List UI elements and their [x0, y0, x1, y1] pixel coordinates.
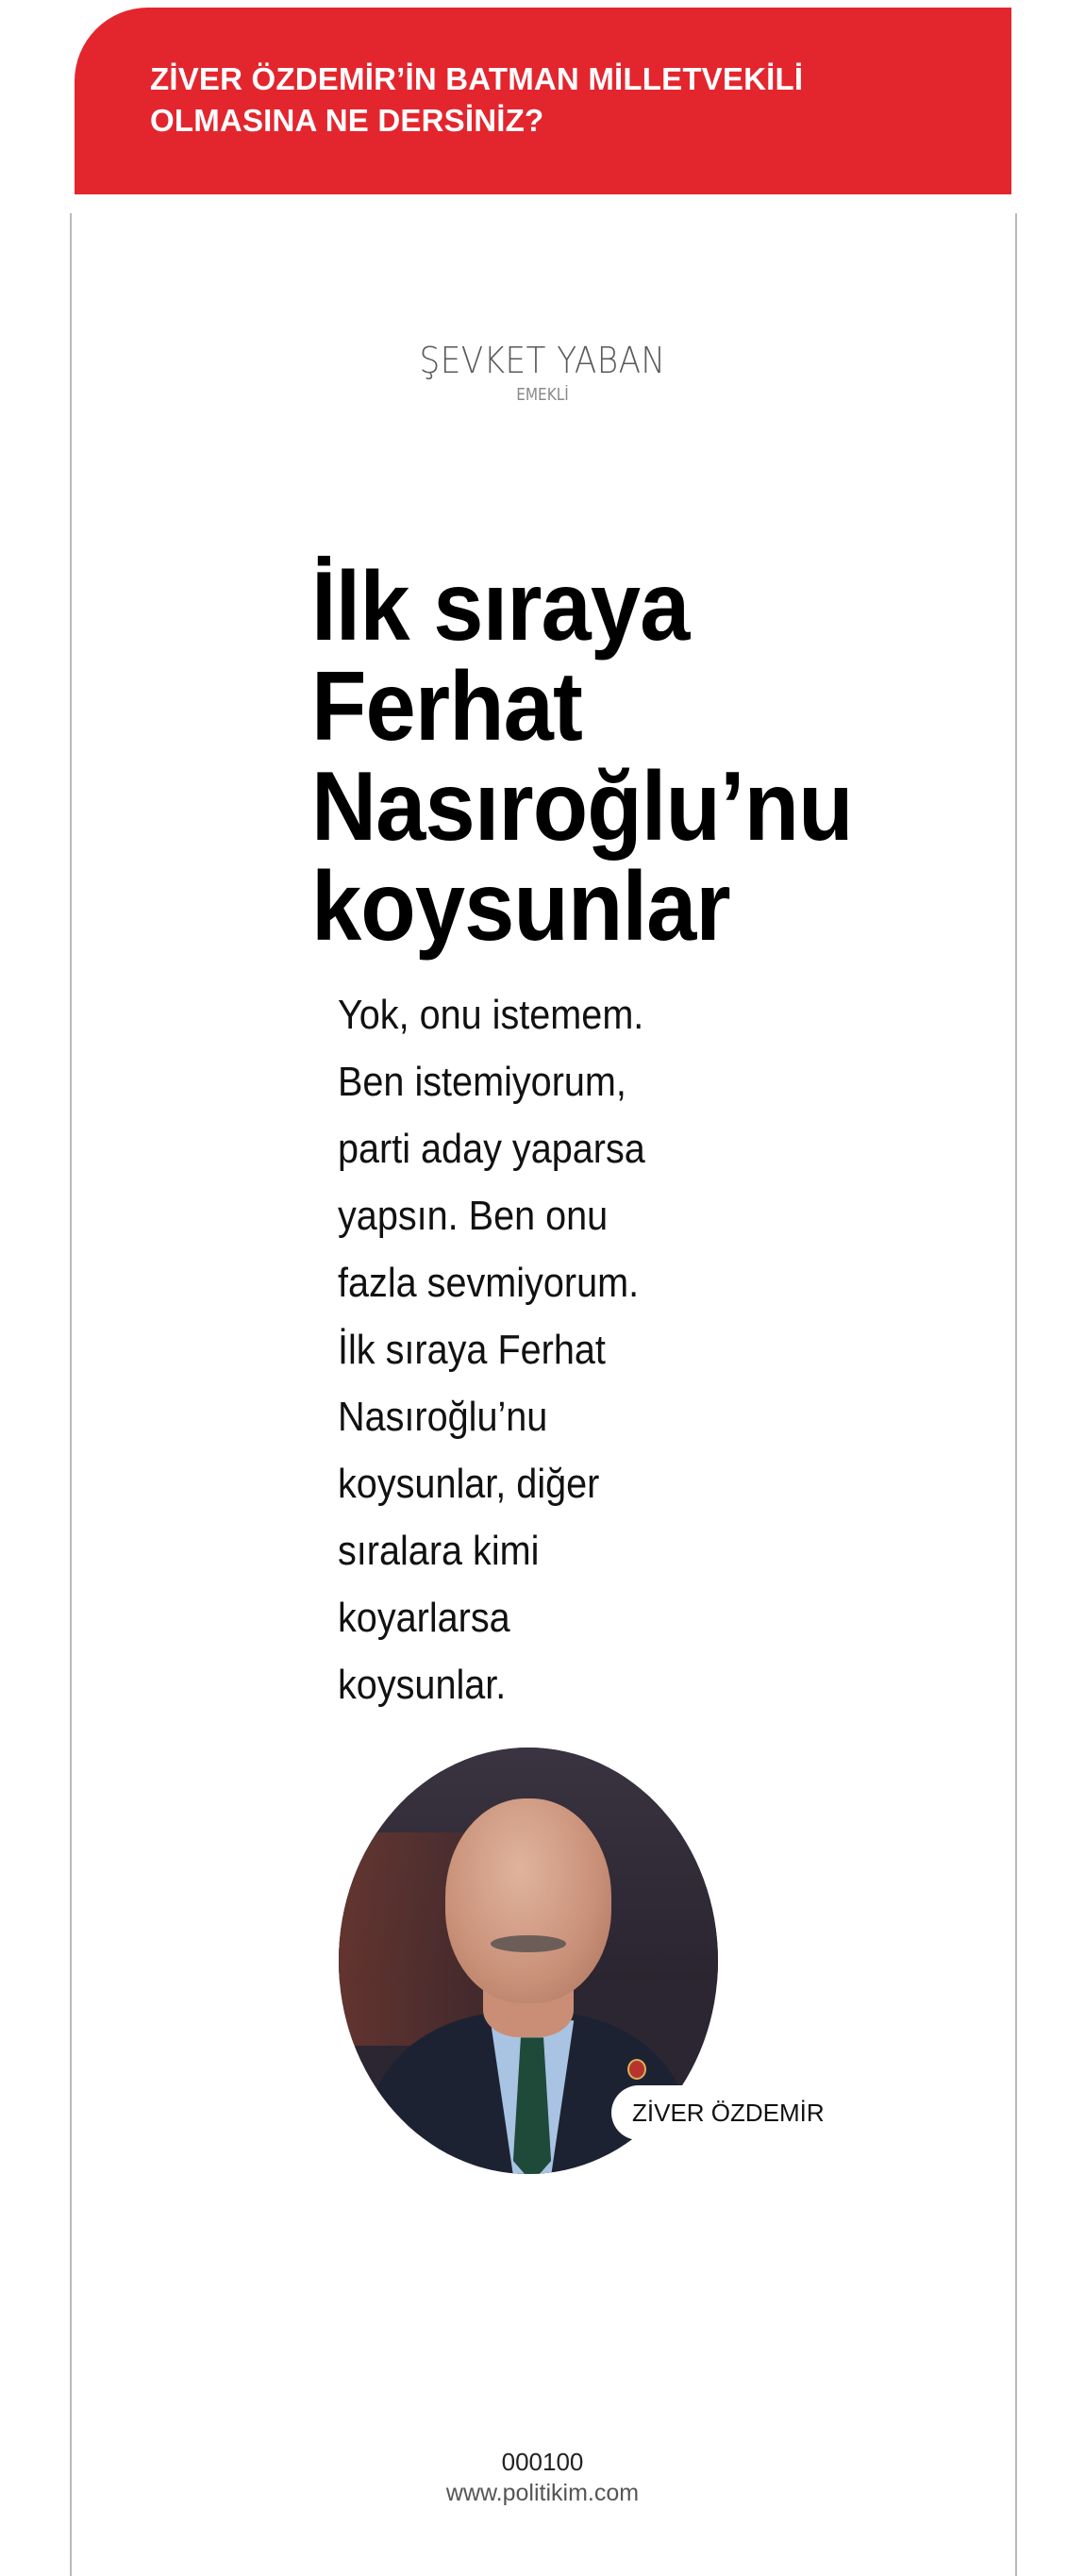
quote-line: İlk sıraya Ferhat: [338, 1327, 606, 1373]
header-banner: [75, 8, 1011, 194]
banner-title-line-1: ZİVER ÖZDEMİR’İN BATMAN MİLLETVEKİLİ: [150, 61, 804, 96]
quote-line: koyarlarsa: [338, 1595, 510, 1641]
headline-line: Nasıroğlu’nu: [311, 752, 853, 861]
photo-head: [445, 1798, 612, 2003]
lapel-pin-icon: [627, 2059, 646, 2080]
quote-line: koysunlar, diğer: [338, 1461, 600, 1507]
author-name: ŞEVKET YABAN: [419, 340, 666, 381]
author-role: EMEKLİ: [516, 385, 569, 405]
footer: [0, 2446, 1085, 2508]
footer-code: 000100: [501, 2448, 584, 2476]
banner-title-line-2: OLMASINA NE DERSİNİZ?: [150, 103, 544, 138]
quote-body: [338, 981, 694, 1718]
author-block: [0, 340, 1085, 406]
quote-line: yapsın. Ben onu: [338, 1193, 609, 1239]
quote-line: Ben istemiyorum,: [338, 1059, 626, 1105]
banner-title: [150, 59, 1011, 142]
quote-line: fazla sevmiyorum.: [338, 1260, 640, 1306]
quote-line: Yok, onu istemem.: [338, 992, 644, 1038]
headline-line: Ferhat: [311, 652, 582, 761]
headline-line: koysunlar: [311, 852, 730, 962]
photo-moustache: [491, 1935, 566, 1952]
headline: [311, 552, 867, 962]
quote-line: parti aday yaparsa: [338, 1126, 645, 1172]
footer-site-link[interactable]: www.politikim.com: [445, 2480, 640, 2506]
quote-line: koysunlar.: [338, 1662, 507, 1708]
photo-caption: ZİVER ÖZDEMİR: [611, 2085, 845, 2140]
headline-line: İlk sıraya: [311, 552, 690, 661]
quote-line: Nasıroğlu’nu: [338, 1394, 548, 1440]
quote-line: sıralara kimi: [338, 1528, 540, 1574]
